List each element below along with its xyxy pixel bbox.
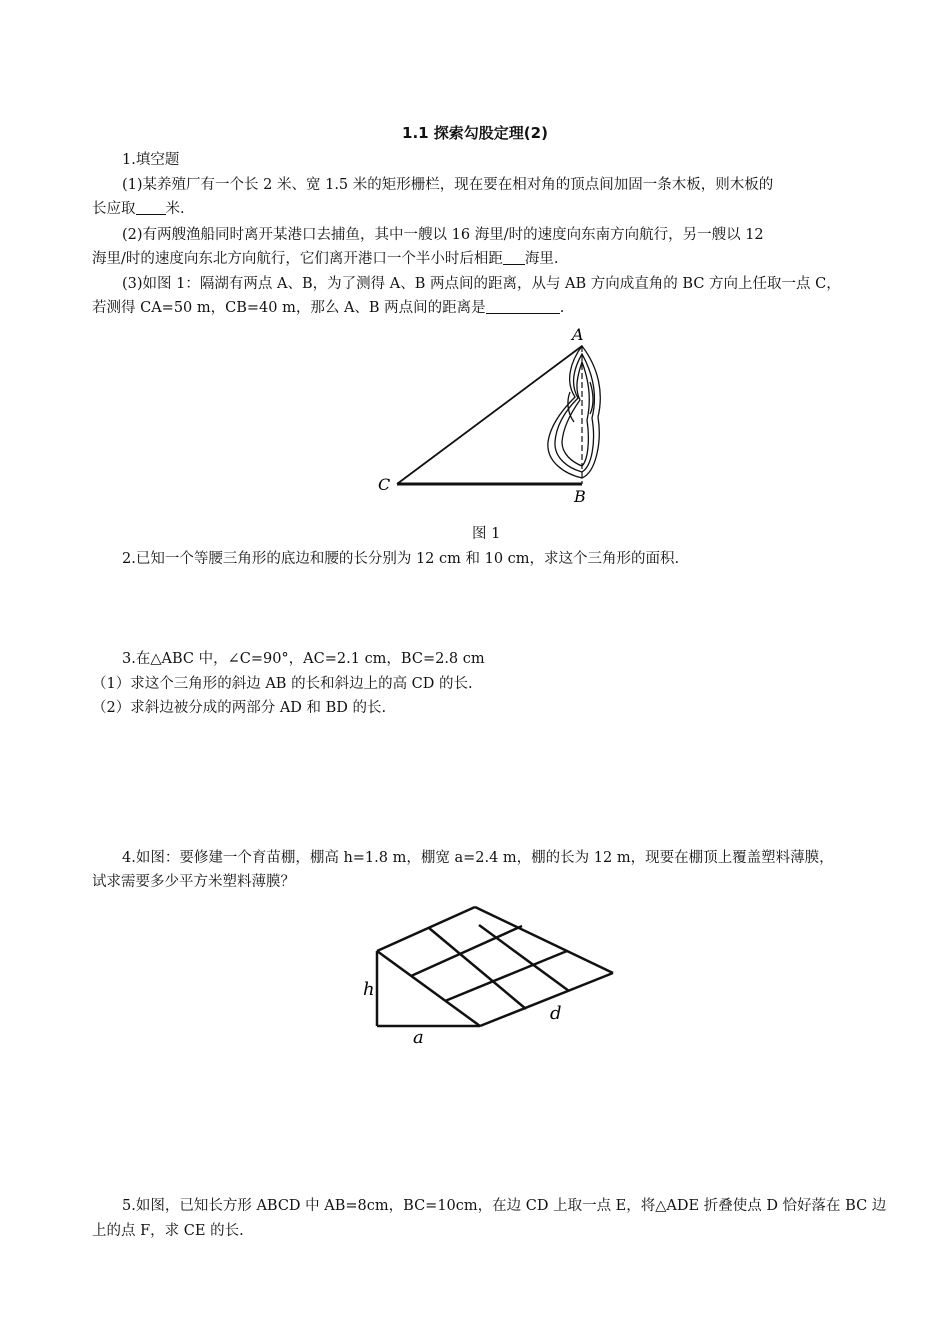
q1-part3-line2 xyxy=(92,298,564,318)
question-4-line2: 试求需要多少平方米塑料薄膜？ xyxy=(92,874,295,890)
q1-part3-end: . xyxy=(559,300,565,316)
greenhouse-frame xyxy=(377,907,613,1026)
page-title: 1.1 探索勾股定理(2) xyxy=(402,124,548,142)
q1-part3-line1: (3)如图 1：隔湖有两点 A、B，为了测得 A、B 两点间的距离，从与 AB 方向成直角的 BC 方向上任取一点 C， xyxy=(122,276,841,292)
answer-blank xyxy=(486,299,560,314)
answer-blank xyxy=(503,250,525,265)
q1-part1-line1: (1)某养殖厂有一个长 2 米、宽 1.5 米的矩形栅栏，现在要在相对角的顶点间加固一条木板，则木板的 xyxy=(122,177,774,193)
q1-heading: 1.填空题 xyxy=(122,152,180,168)
answer-blank xyxy=(136,200,166,215)
figure-1-caption: 图 1 xyxy=(472,526,501,542)
label-c: C xyxy=(378,475,391,494)
q1-part3-text: 若测得 CA=50 m，CB=40 m，那么 A、B 两点间的距离是 xyxy=(92,300,486,316)
label-a-width: a xyxy=(413,1027,424,1048)
question-5-line1: 5.如图，已知长方形 ABCD 中 AB=8cm，BC=10cm，在边 CD 上取一点 E，将△ADE 折叠使点 D 恰好落在 BC 边 xyxy=(122,1198,887,1214)
q1-part2-unit: 海里. xyxy=(524,251,559,267)
q1-part2-line1: (2)有两艘渔船同时离开某港口去捕鱼，其中一艘以 16 海里/时的速度向东南方向航行，另一艘以 12 xyxy=(122,227,764,243)
figure-1-lake-triangle xyxy=(370,322,610,512)
question-3-stem: 3.在△ABC 中，∠C=90°，AC=2.1 cm，BC=2.8 cm xyxy=(122,651,485,667)
question-5-line2: 上的点 F，求 CE 的长. xyxy=(92,1223,244,1239)
label-h: h xyxy=(363,979,375,1000)
q1-part1-text: 长应取 xyxy=(92,201,136,217)
q1-part2-text: 海里/时的速度向东北方向航行，它们离开港口一个半小时后相距 xyxy=(92,251,503,267)
segment-ca xyxy=(397,346,582,484)
question-3-sub2: （2）求斜边被分成的两部分 AD 和 BD 的长. xyxy=(92,700,387,716)
q1-part2-line2 xyxy=(92,249,559,269)
figure-2-greenhouse xyxy=(355,893,625,1048)
label-a: A xyxy=(572,325,584,344)
question-2: 2.已知一个等腰三角形的底边和腰的长分别为 12 cm 和 10 cm，求这个三角形的面积. xyxy=(122,551,680,567)
label-b: B xyxy=(574,487,586,506)
label-d-slope: d xyxy=(550,1003,562,1024)
q1-part1-line2 xyxy=(92,199,185,219)
question-3-sub1: （1）求这个三角形的斜边 AB 的长和斜边上的高 CD 的长. xyxy=(92,676,473,692)
question-4-line1: 4.如图：要修建一个育苗棚，棚高 h=1.8 m，棚宽 a=2.4 m，棚的长为 12 m，现要在棚顶上覆盖塑料薄膜， xyxy=(122,850,834,866)
q1-part1-unit: 米. xyxy=(165,201,185,217)
